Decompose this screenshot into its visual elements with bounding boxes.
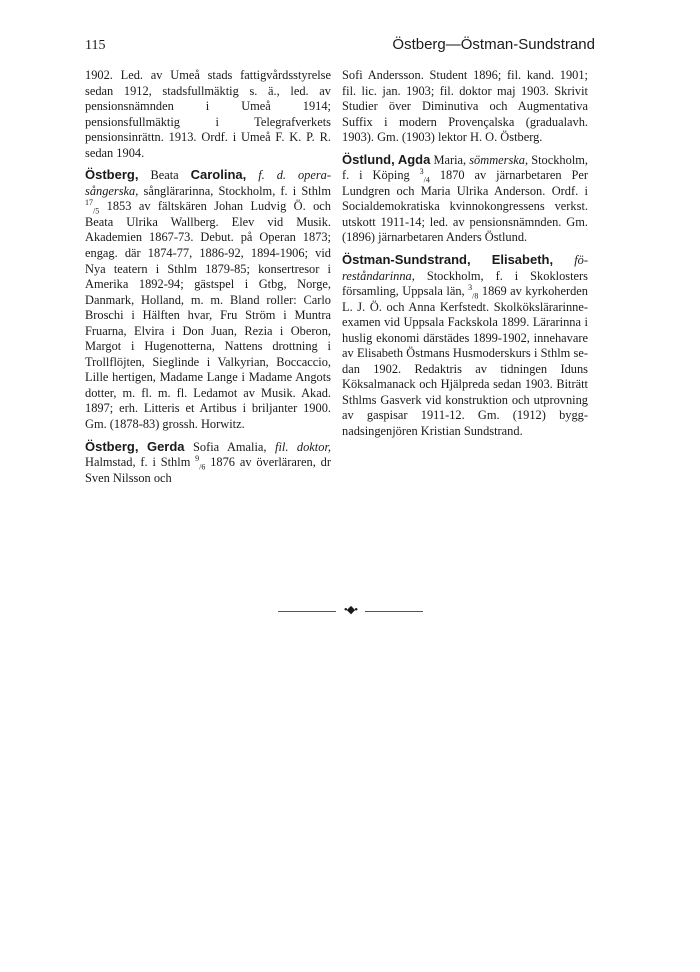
entry-ostlund-agda [342,152,588,246]
entry-surname: Östman-Sundstrand, [342,252,471,268]
running-head: Östberg—Östman-Sundstrand [392,36,595,53]
entry-title: f. d. operasångerska, [85,168,332,198]
entry-given-name-bold: Agda [397,151,431,167]
ornament-rule-right [365,611,423,612]
birth-day: 17 [85,198,93,208]
entry-given-name: Beata [150,168,179,183]
left-column [85,68,331,492]
entry-given-name-bold: Elisabeth, [491,252,554,268]
birth-day: 9 [195,454,200,463]
ornament-glyph: •◆• [343,604,358,616]
birth-month: /6 [199,462,206,472]
entry-text: Halmstad, f. i Sthlm [85,455,191,470]
section-end-ornament [278,606,423,616]
birth-month: /5 [93,206,100,216]
entry-given-name: Sofia Amalia, [193,439,267,454]
entry-surname: Östberg, [85,167,139,183]
birth-day: 3 [419,167,424,177]
entry-ostman-sundstrand-elisabeth [342,252,588,440]
entry-text: Stockholm, f. i Skoklosters församling, Uppsala län, [342,268,588,299]
entry-ostberg-beata-carolina [85,167,331,432]
right-column [342,68,588,446]
entry-given-name-bold: Gerda [146,438,185,454]
entry-title: fil. doktor, [275,439,331,454]
entry-given-name-bold: Carolina, [190,167,247,183]
birth-month: /8 [472,291,479,301]
entry-given-name: Maria, [433,152,467,167]
entry-text: 1876 av överläraren, dr Sven Nilsson och [85,455,331,485]
entry-text: 1869 av kyrkoherden L. J. Ö. och Anna Kerfstedt. Skolkökslärarinneexamen vid Uppsala Fackskola 1899. Lärarinna i huslig ekonomi därstädes 1899-1902, innehavare av Elisabeth Östmans Husmoderskurs i Sthlm sedan 1902. Redaktris av tidningen Iduns Köksalmanack och Hjälpreda sedan 1903. Biträtt Sthlms Gasverk vid konstruktion och utprovning av gaspisar 1911-12. Gm. (1912) byggnadsingenjören Kristian Sundstrand. [342,284,588,439]
birth-month: /4 [423,175,430,185]
page-number: 115 [85,38,106,53]
ornament-rule-left [278,611,336,612]
entry-text: Stockholm, f. i Köping [342,152,588,183]
entry-text: 1870 av järnarbetaren Per Lundgren och Maria Ulrika Anderson. Ordf. i Socialdemokratiska kvinnokongressens verkst. utskott 1911-14; led. av pensionsnämnden. Gm. (1896) järnarbetaren Anders Östlund. [342,168,588,245]
entry-continuation: 1902. Led. av Umeå stads fattigvårdsstyrelse sedan 1912, stadsfullmäktig s. ä., led. av pensionsnämnden i Umeå 1914; pensionsfullmäktig i Telegrafverkets pensionsinrättn. 1913. Ordf. i Umeå F. K. P. R. sedan 1904. [85,68,331,160]
entry-title: sömmerska, [469,152,529,167]
entry-text: 1853 av fältskären Johan Ludvig Ö. och Beata Ulrika Wallberg. Elev vid Musik. Akademien 1867-73. Debut. på Operan 1873; engag. där 1874-77, 1886-92, 1894-1906; vid Nya teatern i Sthlm 1879-85; konsertresor i Amerika 1892-94; gästspel i Gtbg, Norge, Danmark, Holland, m. m. Bland roller: Carlo Broschi i Hälften hvar, Fru Ström i Muntra Fruarna, Elvira i Don Juan, Rezia i Oberon, Margot i Hugenotterna, Nattens drottning i Trollflöjten, Sieglinde i Valkyrian, Boccaccio, Lille hertigen, Madame Lange i Madame Angots dotter, m. fl. m. fl. Ledamot av Musik. Akad. 1897; erh. Litteris et Artibus i briljanter 1900. Gm. (1878-83) grossh. Horwitz. [85,199,331,432]
entry-surname: Östlund, [342,151,395,167]
entry-surname: Östberg, [85,438,139,454]
entry-ostberg-gerda [85,439,331,487]
entry-text: sånglärarinna, Stockholm, f. i Sthlm [143,183,331,198]
entry-title: föreståndarinna, [342,253,588,283]
birth-day: 3 [468,282,473,292]
entry-continuation: Sofi Andersson. Student 1896; fil. kand. 1901; fil. lic. jan. 1903; fil. doktor maj 1903. Skrivit Studier över Diminutiva och Augmentativa Suffix i modern Provençalska (gradualavh. 1903). Gm. (1903) lektor H. O. Östberg. [342,68,588,145]
